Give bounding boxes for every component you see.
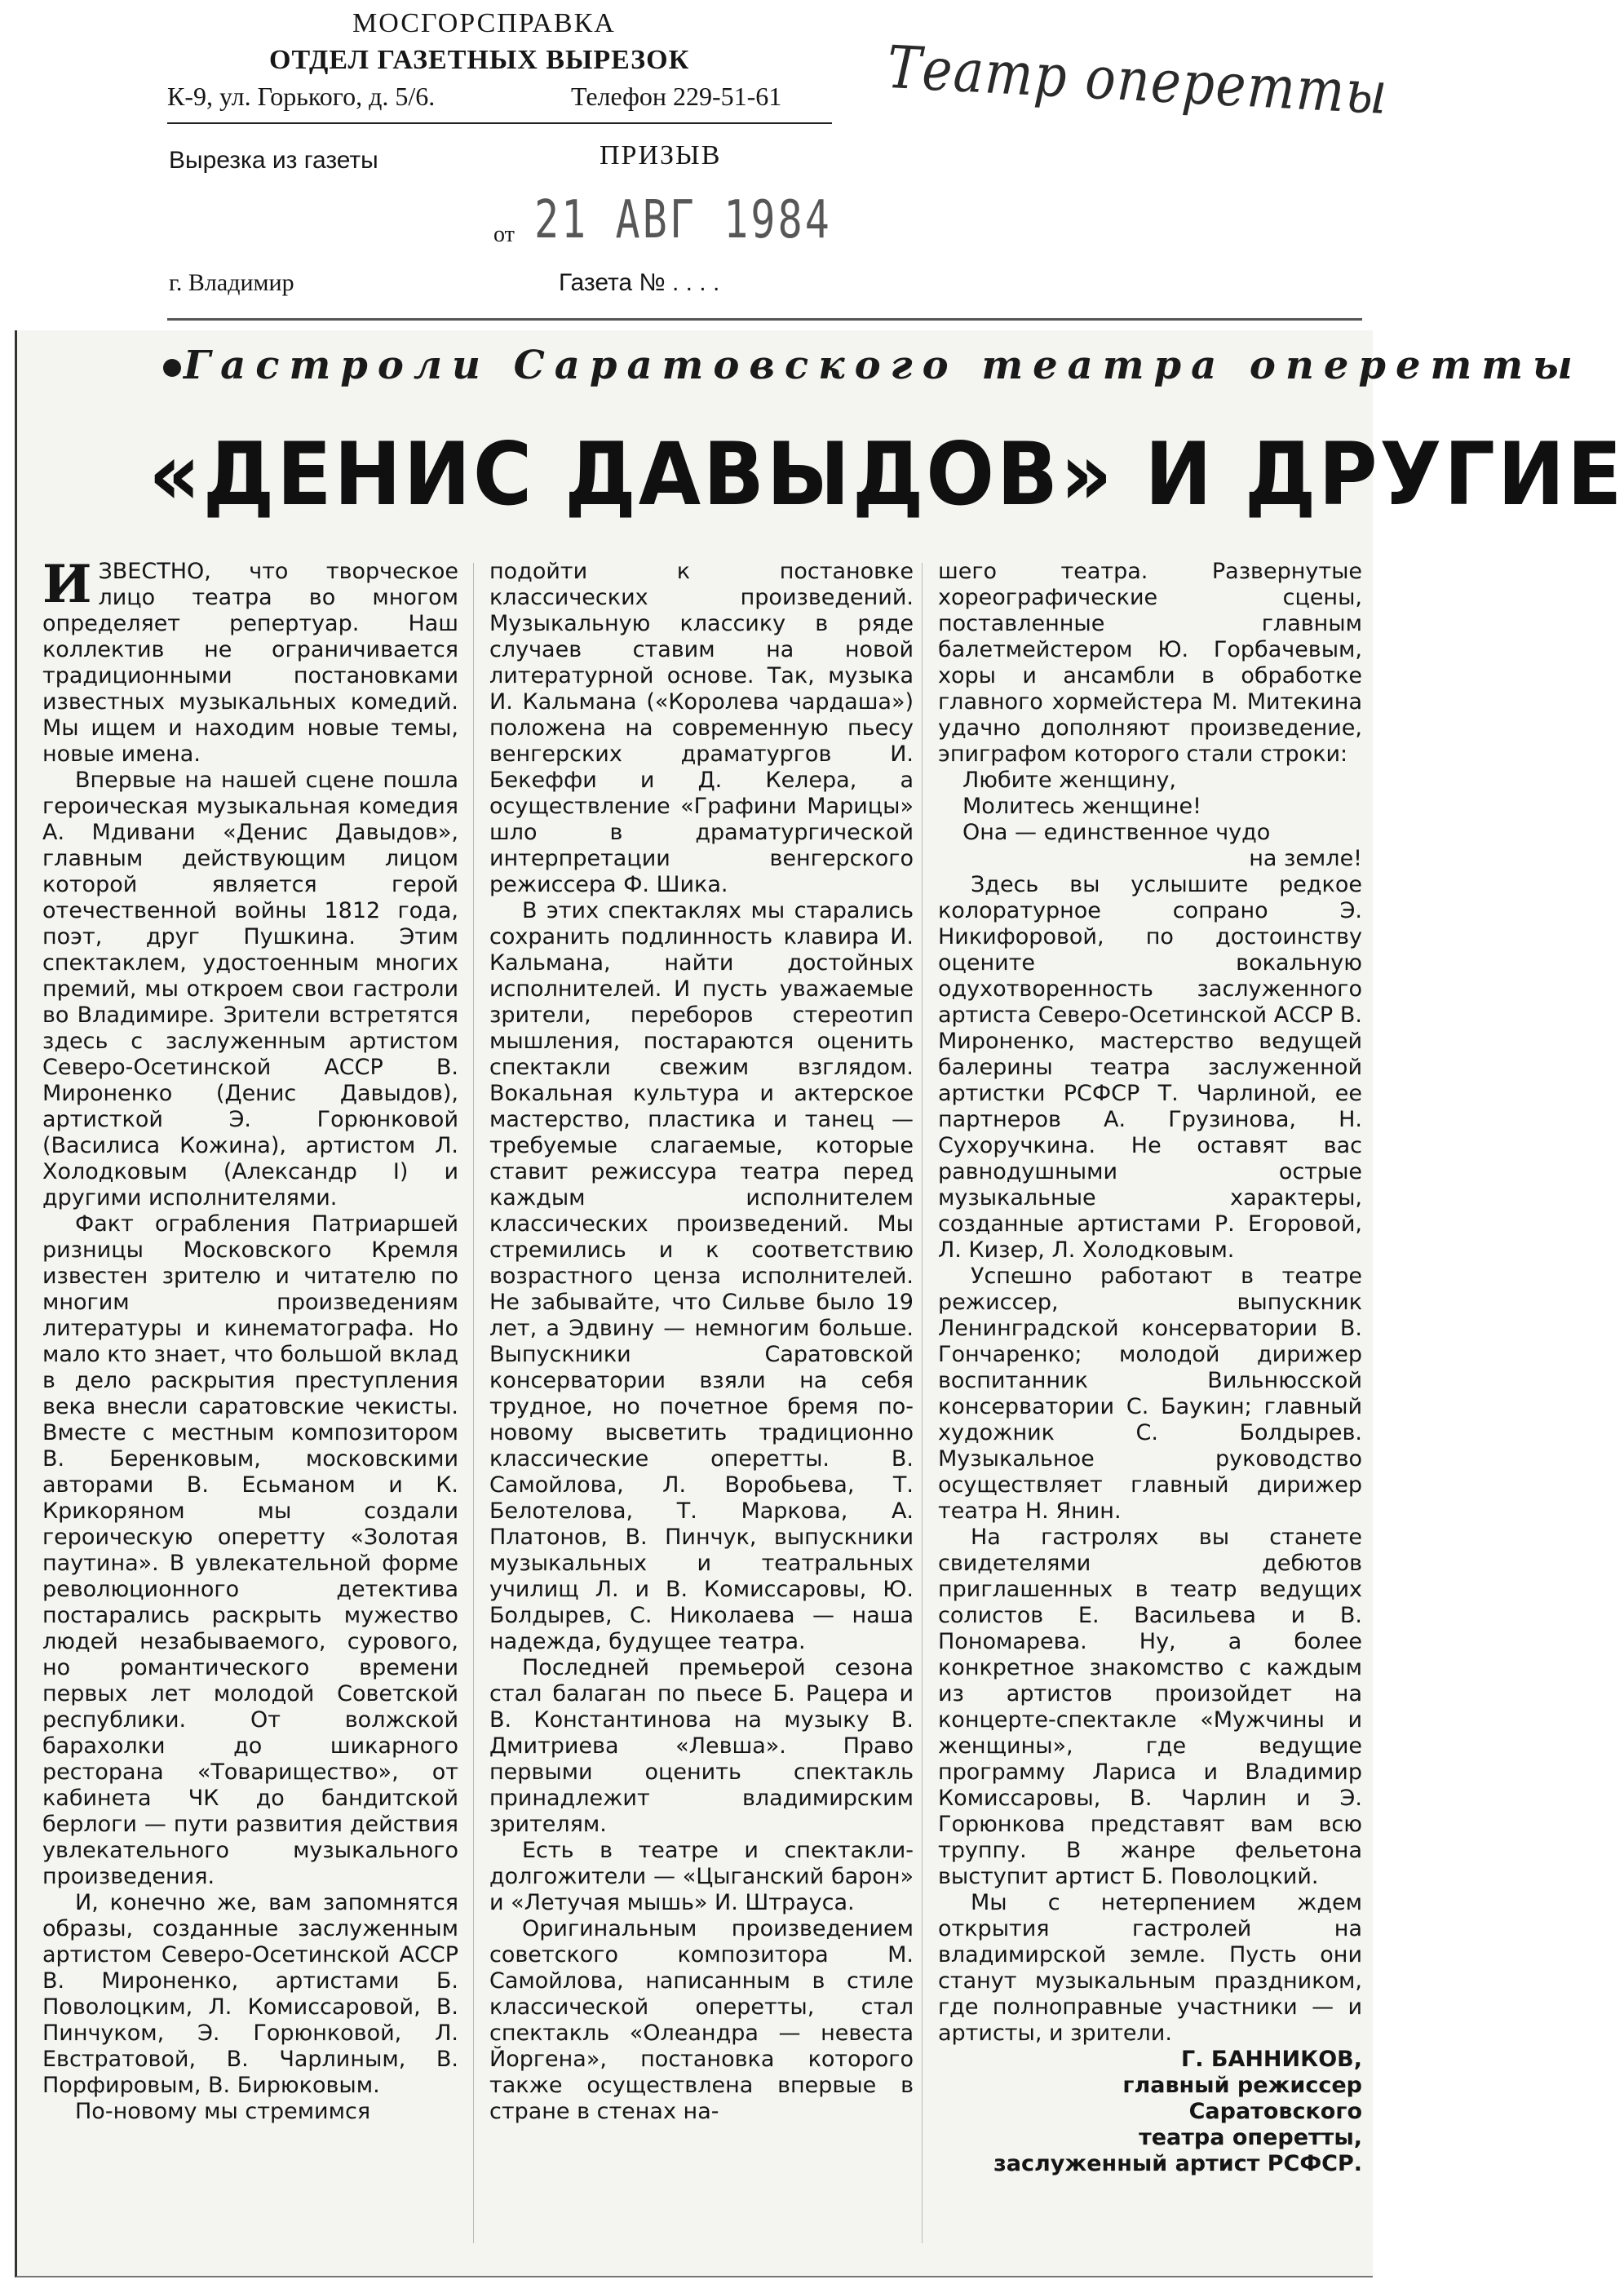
verse-line: Любите женщину, (962, 768, 1176, 793)
article-headline: «ДЕНИС ДАВЫДОВ» И ДРУГИЕ (148, 424, 1624, 525)
drop-cap: И (42, 554, 92, 615)
header-divider (167, 122, 832, 124)
signature-line: заслуженный артист РСФСР. (993, 2151, 1362, 2176)
paragraph: шего театра. Развернутые хореографические сцены, поставленные главным балетмейстером Ю. Горбачевым, хоры и ансамбли в обработке главного хормейстера М. Митекина удачно дополняют произведение, эпиграфом которого стали строки: (938, 559, 1362, 767)
issue-number-label: Газета № . . . . (559, 269, 720, 296)
paragraph: Здесь вы услышите редкое колоратурное сопрано Э. Никифоровой, по достоинству оцените вокальную одухотворенность заслуженного артиста Северо-Осетинской АССР В. Мироненко, мастерство ведущей балерины театра заслуженной артистки РСФСР Т. Чарлиной, ее партнеров А. Грузинова, Н. Сухоручкина. Не оставят вас равнодушными острые музыкальные характеры, созданные артистами Р. Егоровой, Л. Кизер, Л. Холодковым. (938, 872, 1362, 1263)
article-column-1 (42, 554, 458, 2251)
paragraph: Оригинальным произведением советского композитора М. Самойлова, написанным в стиле классической оперетты, стал спектакль «Олеандра — невеста Йоргена», постановка которого также осуществлена впервые в стране в стенах на- (489, 1916, 914, 2124)
date-stamp: 21 АВГ 1984 (534, 190, 832, 250)
column-divider (922, 563, 923, 2243)
paragraph: Последней премьерой сезона стал балаган по пьесе Б. Рацера и В. Константинова на музыку В. Дмитриева «Левша». Право первыми оценить спектакль принадлежит владимирским зрителям. (489, 1655, 914, 1837)
paragraph: Факт ограбления Патриаршей ризницы Московского Кремля известен зрителю и читателю по многим произведениям литературы и кинематографа. Но мало кто знает, что большой вклад в дело раскрытия преступления века внесли саратовские чекисты. Вместе с местным композитором В. Беренковым, московскими авторами В. Есьманом и К. Крикоряном мы создали героическую оперетту «Золотая паутина». В увлекательной форме революционного детектива постарались раскрыть мужество людей незабываемого, сурового, но романтического времени первых лет молодой Советской республики. От волжской барахолки до шикарного ресторана «Товарищество», от кабинета ЧК до бандитской берлоги — пути развития действия увлекательного музыкального произведения. (42, 1211, 458, 1889)
signature-line: Г. БАННИКОВ, (1181, 2047, 1362, 2072)
paragraph: И, конечно же, вам запомнятся образы, созданные заслуженным артистом Северо-Осетинской АССР В. Мироненко, артистами Б. Поволоцким, Л. Комиссаровой, В. Пинчуком, Э. Горюнковой, Л. Евстратовой, В. Чарлиным, В. Порфировым, В. Бирюковым. (42, 1890, 458, 2098)
paragraph (42, 554, 458, 768)
date-from-label: от (493, 222, 515, 247)
paragraph-text: ЗВЕСТНО, что творческое лицо театра во многом определяет репертуар. Наш коллектив не ограничивается традиционными постановками известных музыкальных комедий. Мы ищем и находим новые темы, новые имена. (42, 559, 458, 767)
article-column-3 (938, 559, 1362, 2251)
signature-line: главный режиссер (1122, 2073, 1362, 2098)
agency-phone: Телефон 229-51-61 (571, 82, 782, 111)
city-label: г. Владимир (169, 269, 294, 296)
article-rubric (151, 343, 1582, 388)
agency-name: МОСГОРСПРАВКА (352, 8, 616, 38)
author-signature (938, 2047, 1362, 2177)
epigraph-verse (938, 768, 1362, 872)
signature-line: Саратовского (1188, 2099, 1362, 2124)
paragraph: Есть в театре и спектакли-долгожители — «Цыганский барон» и «Летучая мышь» И. Штрауса. (489, 1838, 914, 1915)
handwritten-note: Театр оперетты (885, 33, 1391, 128)
paragraph: Мы с нетерпением ждем открытия гастролей на владимирской земле. Пусть они станут музыкальным праздником, где полноправные участники — и артисты, и зрители. (938, 1890, 1362, 2046)
agency-address: К-9, ул. Горького, д. 5/6. (167, 82, 436, 111)
verse-line: Молитесь женщине! (962, 794, 1201, 819)
verse-line: Она — единственное чудо (962, 820, 1271, 845)
paragraph: В этих спектаклях мы старались сохранить подлинность клавира И. Кальмана, найти достойных исполнителей. И пусть уважаемые зрители, переборов стереотип мышления, постараются оценить спектакли свежим взглядом. Вокальная культура и актерское мастерство, пластика и танец — требуемые слагаемые, которые ставит режиссура театра перед каждым исполнителем классических произведений. Мы стремились и к соответствию возрастного ценза исполнителей. Не забывайте, что Сильве было 19 лет, а Эдвину — немногим больше. Выпускники Саратовской консерватории взяли на себя трудное, но почетное бремя по-новому высветить традиционно классические оперетты. В. Самойлова, Л. Воробьева, Т. Белотелова, Т. Маркова, А. Платонов, В. Пинчук, выпускники музыкальных и театральных училищ Л. и В. Комиссаровы, Ю. Болдырев, С. Николаева — наша надежда, будущее театра. (489, 898, 914, 1654)
department-name: ОТДЕЛ ГАЗЕТНЫХ ВЫРЕЗОК (269, 45, 690, 75)
column-divider (473, 563, 474, 2243)
article-column-2 (489, 559, 914, 2251)
signature-line: театра оперетты, (1139, 2125, 1362, 2150)
verse-line: на земле! (1249, 846, 1362, 871)
clipping-label: Вырезка из газеты (169, 147, 378, 174)
paragraph: Успешно работают в театре режиссер, выпускник Ленинградской консерватории В. Гончаренко; молодой дирижер воспитанник Вильнюсской консерватории С. Баукин; главный художник С. Болдырев. Музыкальное руководство осуществляет главный дирижер театра Н. Янин. (938, 1264, 1362, 1524)
clipping-top-edge (167, 318, 1362, 321)
paragraph: По-новому мы стремимся (75, 2099, 371, 2124)
paragraph: На гастролях вы станете свидетелями дебютов приглашенных в театр ведущих солистов Е. Васильева и В. Пономарева. Ну, а более конкретное знакомство с каждым из артистов произойдет на концерте-спектакле «Мужчины и женщины», где ведущие программу Лариса и Владимир Комиссаровы, В. Чарлин и Э. Горюнкова представят вам всю труппу. В жанре фельетона выступит артист Б. Поволоцкий. (938, 1525, 1362, 1889)
rubric-text: Гастроли Саратовского театра оперетты (184, 343, 1582, 388)
newspaper-name: ПРИЗЫВ (600, 140, 722, 170)
paragraph: Впервые на нашей сцене пошла героическая музыкальная комедия А. Мдивани «Денис Давыдов», главным действующим лицом которой является герой отечественной войны 1812 года, поэт, друг Пушкина. Этим спектаклем, удостоенным многих премий, мы откроем свои гастроли во Владимире. Зрители встретятся здесь с заслуженным артистом Северо-Осетинской АССР В. Мироненко (Денис Давыдов), артисткой Э. Горюнковой (Василиса Кожина), артистом Л. Холодковым (Александр I) и другими исполнителями. (42, 768, 458, 1211)
paragraph: подойти к постановке классических произведений. Музыкальную классику в ряде случаев ставим на новой литературной основе. Так, музыка И. Кальмана («Королева чардаша») положена на современную пьесу венгерских драматургов И. Бекеффи и Д. Келера, а осуществление «Графини Марицы» шло в драматургической интерпретации венгерского режиссера Ф. Шика. (489, 559, 914, 897)
